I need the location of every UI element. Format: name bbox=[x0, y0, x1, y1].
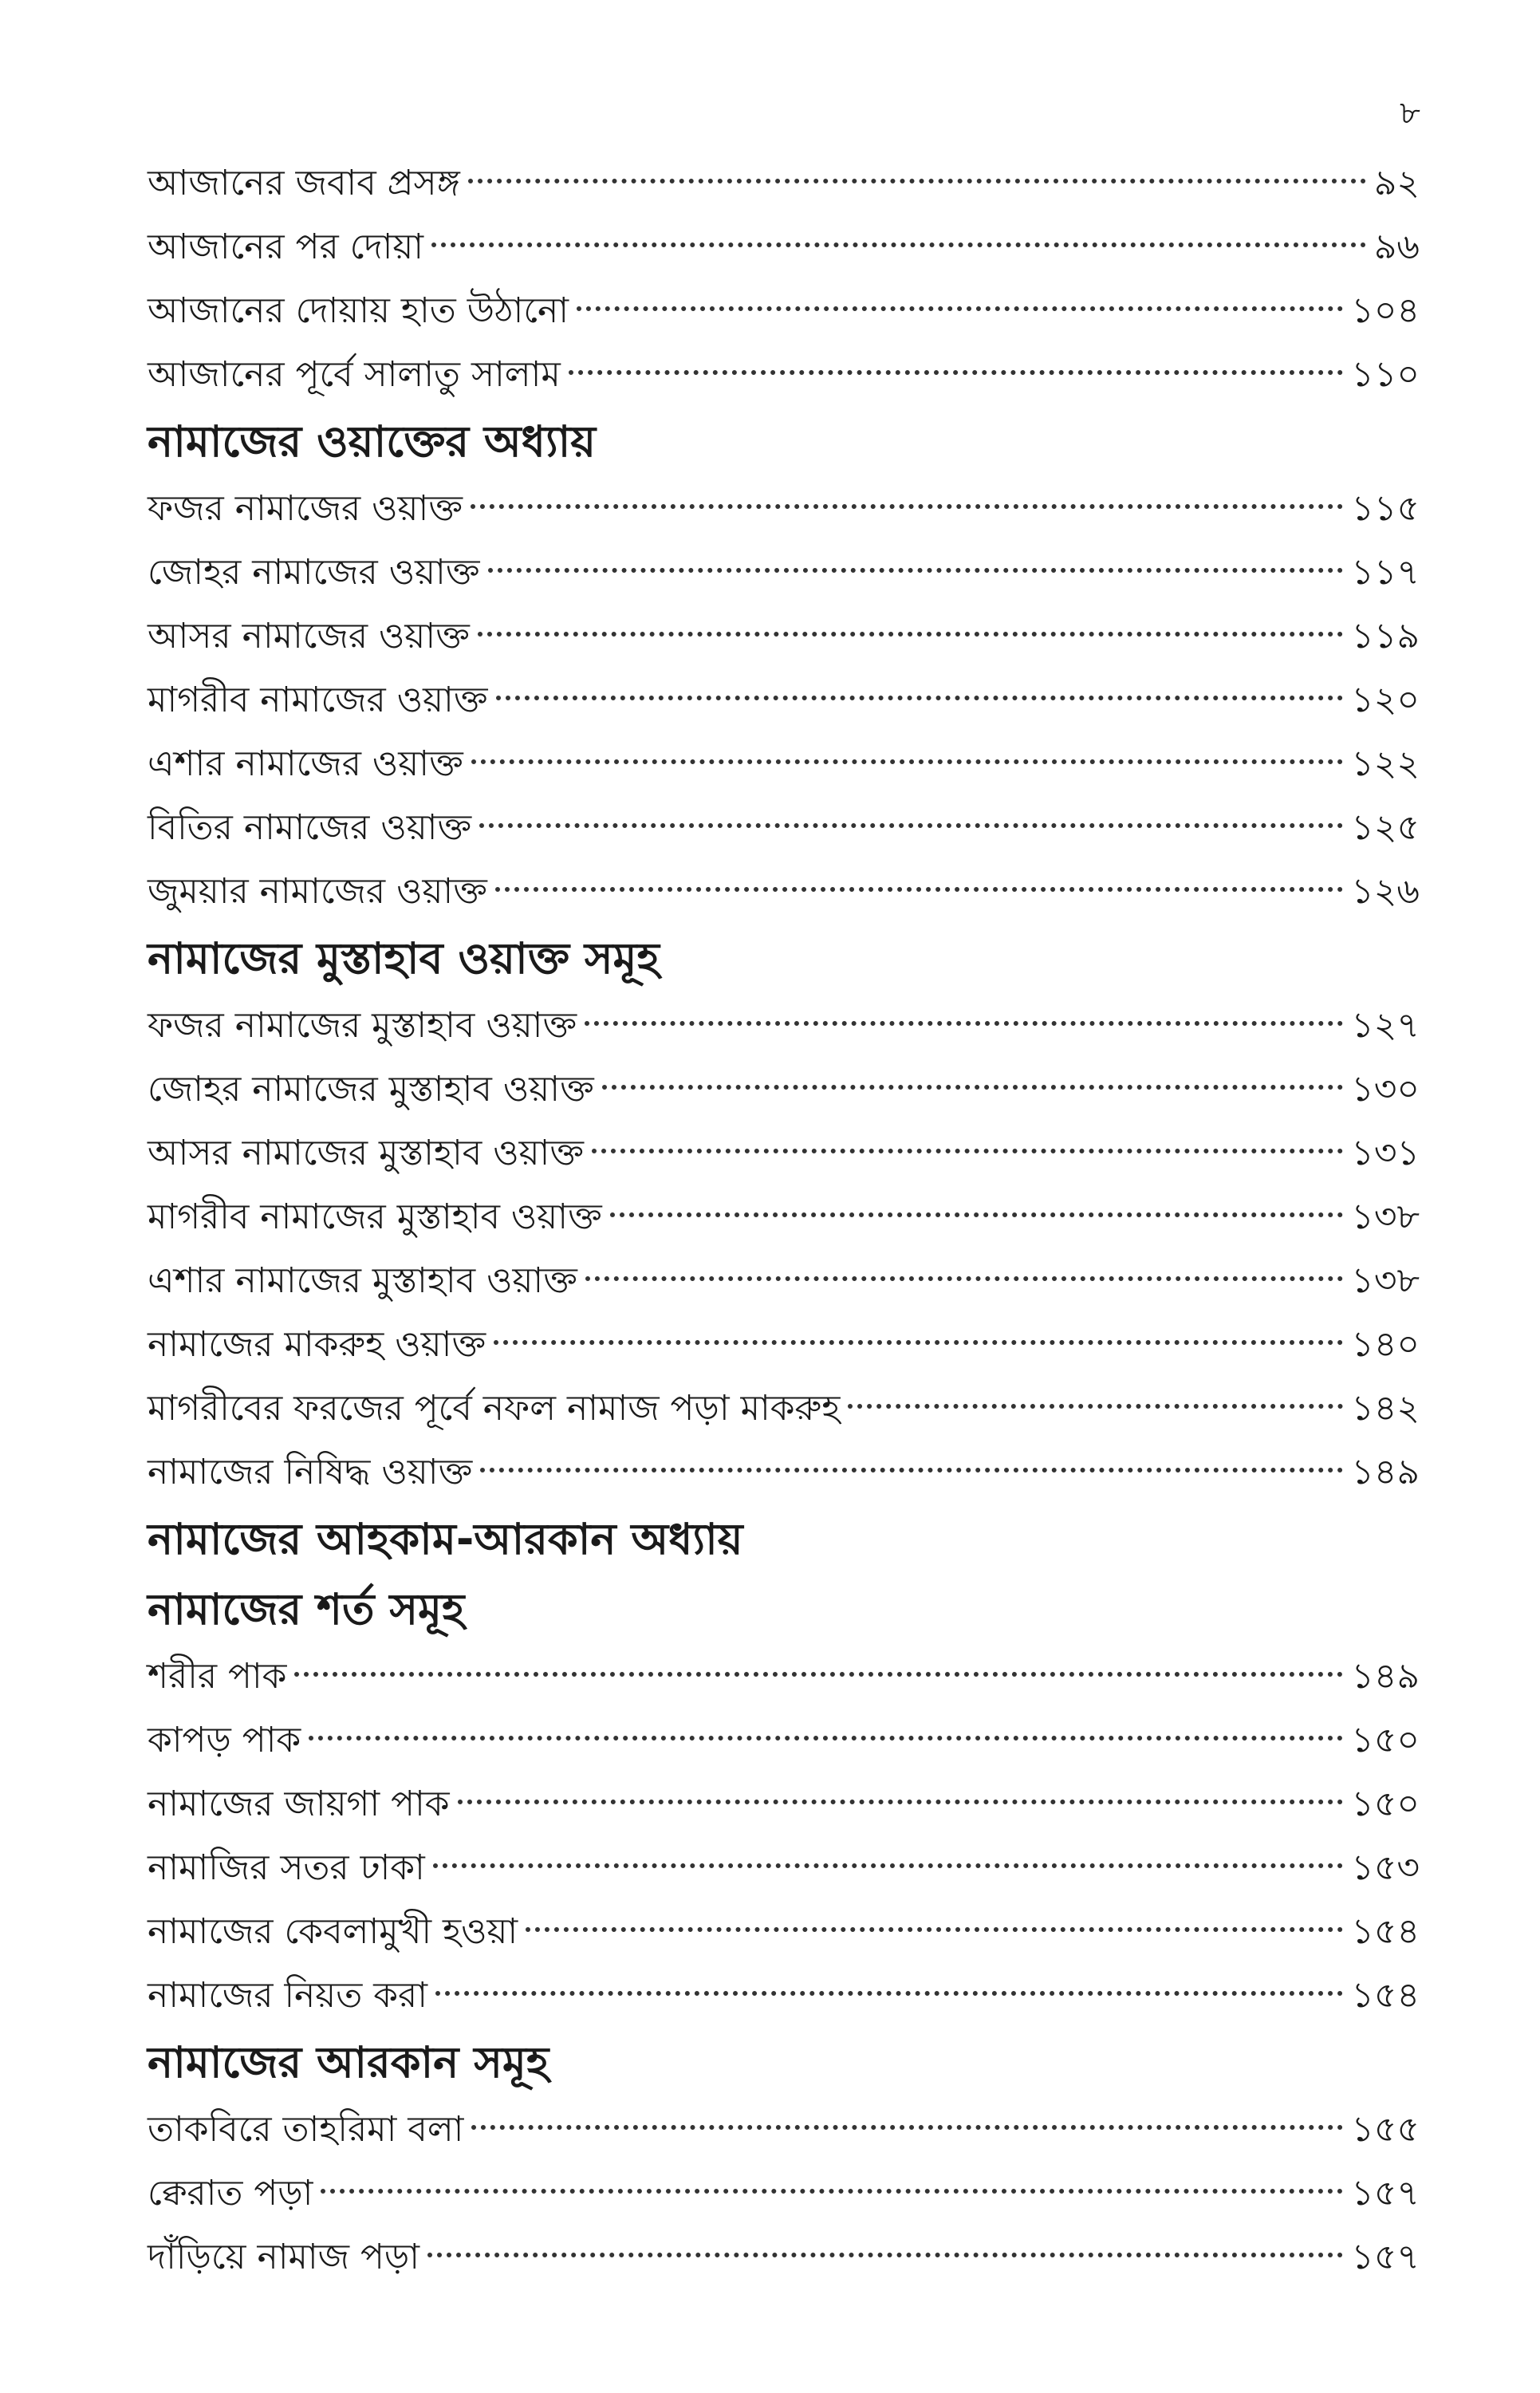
toc-entry[interactable] bbox=[148, 541, 1420, 605]
toc-entry-title: আজানের দোয়ায় হাত উঠানো bbox=[148, 290, 569, 331]
toc-entry[interactable] bbox=[148, 1377, 1420, 1441]
dot-leader bbox=[458, 1800, 1344, 1804]
toc-entry-page: ১২২ bbox=[1351, 743, 1420, 784]
toc-entry-page: ১৫৪ bbox=[1351, 1975, 1420, 2016]
toc-entry-title: আসর নামাজের মুস্তাহাব ওয়াক্ত bbox=[148, 1133, 585, 1173]
dot-leader bbox=[495, 887, 1343, 892]
toc-entry[interactable] bbox=[148, 343, 1420, 407]
toc-entry[interactable] bbox=[148, 152, 1420, 215]
toc-entry[interactable] bbox=[148, 2225, 1420, 2289]
toc-entry-title: নামাজের জায়গা পাক bbox=[148, 1784, 450, 1824]
toc-entry-title: নামাজের কেবলামুখী হওয়া bbox=[148, 1911, 518, 1952]
dot-leader bbox=[479, 823, 1343, 828]
toc-entry[interactable] bbox=[148, 1249, 1420, 1313]
toc-entry[interactable] bbox=[148, 2162, 1420, 2225]
toc-entry-page: ১৩৮ bbox=[1351, 1260, 1420, 1301]
section-heading: নামাজের মুস্তাহাব ওয়াক্ত সমূহ bbox=[148, 933, 660, 984]
section-heading: নামাজের ওয়াক্তের অধ্যায় bbox=[148, 416, 597, 467]
toc-entry[interactable] bbox=[148, 1900, 1420, 1964]
dot-leader bbox=[471, 759, 1344, 764]
toc-entry-page: ১৫৪ bbox=[1351, 1911, 1420, 1952]
toc-entry-title: তাকবিরে তাহরিমা বলা bbox=[148, 2109, 464, 2150]
dot-leader bbox=[488, 568, 1344, 573]
section-heading: নামাজের আরকান সমূহ bbox=[148, 2037, 549, 2087]
dot-leader bbox=[321, 2189, 1343, 2194]
toc-entry-title: শরীর পাক bbox=[148, 1656, 287, 1697]
toc-entry-title: মাগরীবের ফরজের পূর্বে নফল নামাজ পড়া মাকরুহ bbox=[148, 1388, 841, 1429]
dot-leader bbox=[592, 1149, 1343, 1153]
dot-leader bbox=[435, 1991, 1343, 1996]
toc-entry[interactable] bbox=[148, 1709, 1420, 1772]
toc-entry-page: ১২০ bbox=[1351, 680, 1420, 720]
toc-entry-title: আজানের পূর্বে সালাতু সালাম bbox=[148, 354, 561, 395]
toc-entry-title: জোহর নামাজের ওয়াক্ত bbox=[148, 552, 480, 593]
dot-leader bbox=[431, 242, 1366, 247]
toc-entry-page: ১১০ bbox=[1351, 354, 1420, 395]
dot-leader bbox=[471, 2125, 1343, 2130]
toc-entry-page: ১৪৯ bbox=[1351, 1452, 1420, 1492]
dot-leader bbox=[468, 179, 1366, 183]
section-heading: নামাজের আহকাম-আরকান অধ্যায় bbox=[148, 1514, 743, 1564]
toc-entry-title: এশার নামাজের মুস্তাহাব ওয়াক্ত bbox=[148, 1260, 577, 1301]
dot-leader bbox=[610, 1212, 1344, 1217]
toc-entry[interactable] bbox=[148, 1122, 1420, 1185]
dot-leader bbox=[478, 632, 1344, 637]
toc-entry-title: কাপড় পাক bbox=[148, 1720, 301, 1760]
toc-entry-title: বিতির নামাজের ওয়াক্ত bbox=[148, 807, 472, 848]
dot-leader bbox=[309, 1736, 1343, 1741]
toc-entry-page: ১৫৭ bbox=[1351, 2237, 1420, 2277]
dot-leader bbox=[569, 370, 1344, 375]
toc-entry[interactable] bbox=[148, 605, 1420, 668]
toc-entry-page: ১৫৩ bbox=[1351, 1847, 1420, 1888]
toc-entry[interactable] bbox=[148, 860, 1420, 924]
dot-leader bbox=[848, 1404, 1343, 1409]
toc-entry[interactable] bbox=[148, 1645, 1420, 1709]
table-of-contents bbox=[148, 152, 1420, 2289]
dot-leader bbox=[433, 1863, 1343, 1868]
dot-leader bbox=[585, 1276, 1343, 1281]
toc-entry-title: ফজর নামাজের মুস্তাহাব ওয়াক্ত bbox=[148, 1005, 577, 1046]
toc-entry-page: ১৪২ bbox=[1351, 1388, 1420, 1429]
toc-entry[interactable] bbox=[148, 1772, 1420, 1836]
toc-entry-title: দাঁড়িয়ে নামাজ পড়া bbox=[148, 2237, 420, 2277]
toc-entry[interactable] bbox=[148, 1058, 1420, 1122]
toc-entry-page: ১২৫ bbox=[1351, 807, 1420, 848]
toc-entry-title: নামাজের নিয়ত করা bbox=[148, 1975, 427, 2016]
toc-entry[interactable] bbox=[148, 1313, 1420, 1377]
dot-leader bbox=[602, 1085, 1344, 1090]
toc-entry[interactable] bbox=[148, 477, 1420, 541]
toc-entry[interactable] bbox=[148, 1441, 1420, 1504]
dot-leader bbox=[471, 504, 1343, 509]
page-number: ৮ bbox=[1400, 95, 1420, 132]
toc-entry-title: আজানের পর দোয়া bbox=[148, 227, 424, 267]
toc-entry-page: ১৫০ bbox=[1351, 1784, 1420, 1824]
toc-entry[interactable] bbox=[148, 215, 1420, 279]
toc-entry-title: জোহর নামাজের মুস্তাহাব ওয়াক্ত bbox=[148, 1069, 594, 1110]
dot-leader bbox=[585, 1021, 1343, 1026]
dot-leader bbox=[496, 696, 1344, 700]
toc-entry-page: ১৩৮ bbox=[1351, 1196, 1420, 1237]
toc-entry-page: ১৫৫ bbox=[1351, 2109, 1420, 2150]
toc-entry-page: ১৫০ bbox=[1351, 1720, 1420, 1760]
toc-entry-page: ১১৭ bbox=[1351, 552, 1420, 593]
toc-entry-page: ১০৪ bbox=[1351, 290, 1420, 331]
toc-entry[interactable] bbox=[148, 279, 1420, 343]
toc-entry-title: আজানের জবাব প্রসঙ্গ bbox=[148, 163, 460, 203]
toc-entry[interactable] bbox=[148, 2098, 1420, 2162]
toc-entry[interactable] bbox=[148, 732, 1420, 796]
toc-entry[interactable] bbox=[148, 668, 1420, 732]
toc-entry-title: নামাজের মাকরুহ ওয়াক্ত bbox=[148, 1324, 486, 1365]
section-heading: নামাজের শর্ত সমূহ bbox=[148, 1584, 465, 1634]
toc-entry[interactable] bbox=[148, 994, 1420, 1058]
toc-entry-title: নামাজির সতর ঢাকা bbox=[148, 1847, 425, 1888]
dot-leader bbox=[526, 1927, 1343, 1932]
toc-entry[interactable] bbox=[148, 796, 1420, 860]
dot-leader bbox=[427, 2253, 1343, 2257]
toc-entry-page: ৯২ bbox=[1373, 163, 1420, 203]
dot-leader bbox=[480, 1468, 1343, 1472]
toc-entry-page: ১৪৯ bbox=[1351, 1656, 1420, 1697]
toc-entry-title: ফজর নামাজের ওয়াক্ত bbox=[148, 488, 463, 529]
dot-leader bbox=[494, 1340, 1343, 1345]
toc-entry-page: ১৪০ bbox=[1351, 1324, 1420, 1365]
dot-leader bbox=[294, 1672, 1343, 1677]
toc-entry[interactable] bbox=[148, 1964, 1420, 2028]
toc-entry-page: ১২৭ bbox=[1351, 1005, 1420, 1046]
toc-entry-page: ১১৫ bbox=[1351, 488, 1420, 529]
toc-entry-title: ক্বেরাত পড়া bbox=[148, 2173, 313, 2214]
toc-entry-title: আসর নামাজের ওয়াক্ত bbox=[148, 616, 470, 656]
toc-entry-title: মাগরীব নামাজের ওয়াক্ত bbox=[148, 680, 488, 720]
toc-entry-title: মাগরীব নামাজের মুস্তাহাব ওয়াক্ত bbox=[148, 1196, 602, 1237]
toc-entry-title: এশার নামাজের ওয়াক্ত bbox=[148, 743, 463, 784]
toc-entry-title: নামাজের নিষিদ্ধ ওয়াক্ত bbox=[148, 1452, 473, 1492]
toc-entry-page: ৯৬ bbox=[1373, 227, 1420, 267]
toc-entry-page: ১১৯ bbox=[1351, 616, 1420, 656]
toc-entry[interactable] bbox=[148, 1836, 1420, 1900]
toc-entry-title: জুময়ার নামাজের ওয়াক্ত bbox=[148, 871, 487, 912]
dot-leader bbox=[577, 306, 1343, 311]
toc-entry-page: ১২৬ bbox=[1351, 871, 1420, 912]
toc-entry[interactable] bbox=[148, 1185, 1420, 1249]
toc-entry-page: ১৫৭ bbox=[1351, 2173, 1420, 2214]
toc-entry-page: ১৩০ bbox=[1351, 1069, 1420, 1110]
toc-entry-page: ১৩১ bbox=[1351, 1133, 1420, 1173]
